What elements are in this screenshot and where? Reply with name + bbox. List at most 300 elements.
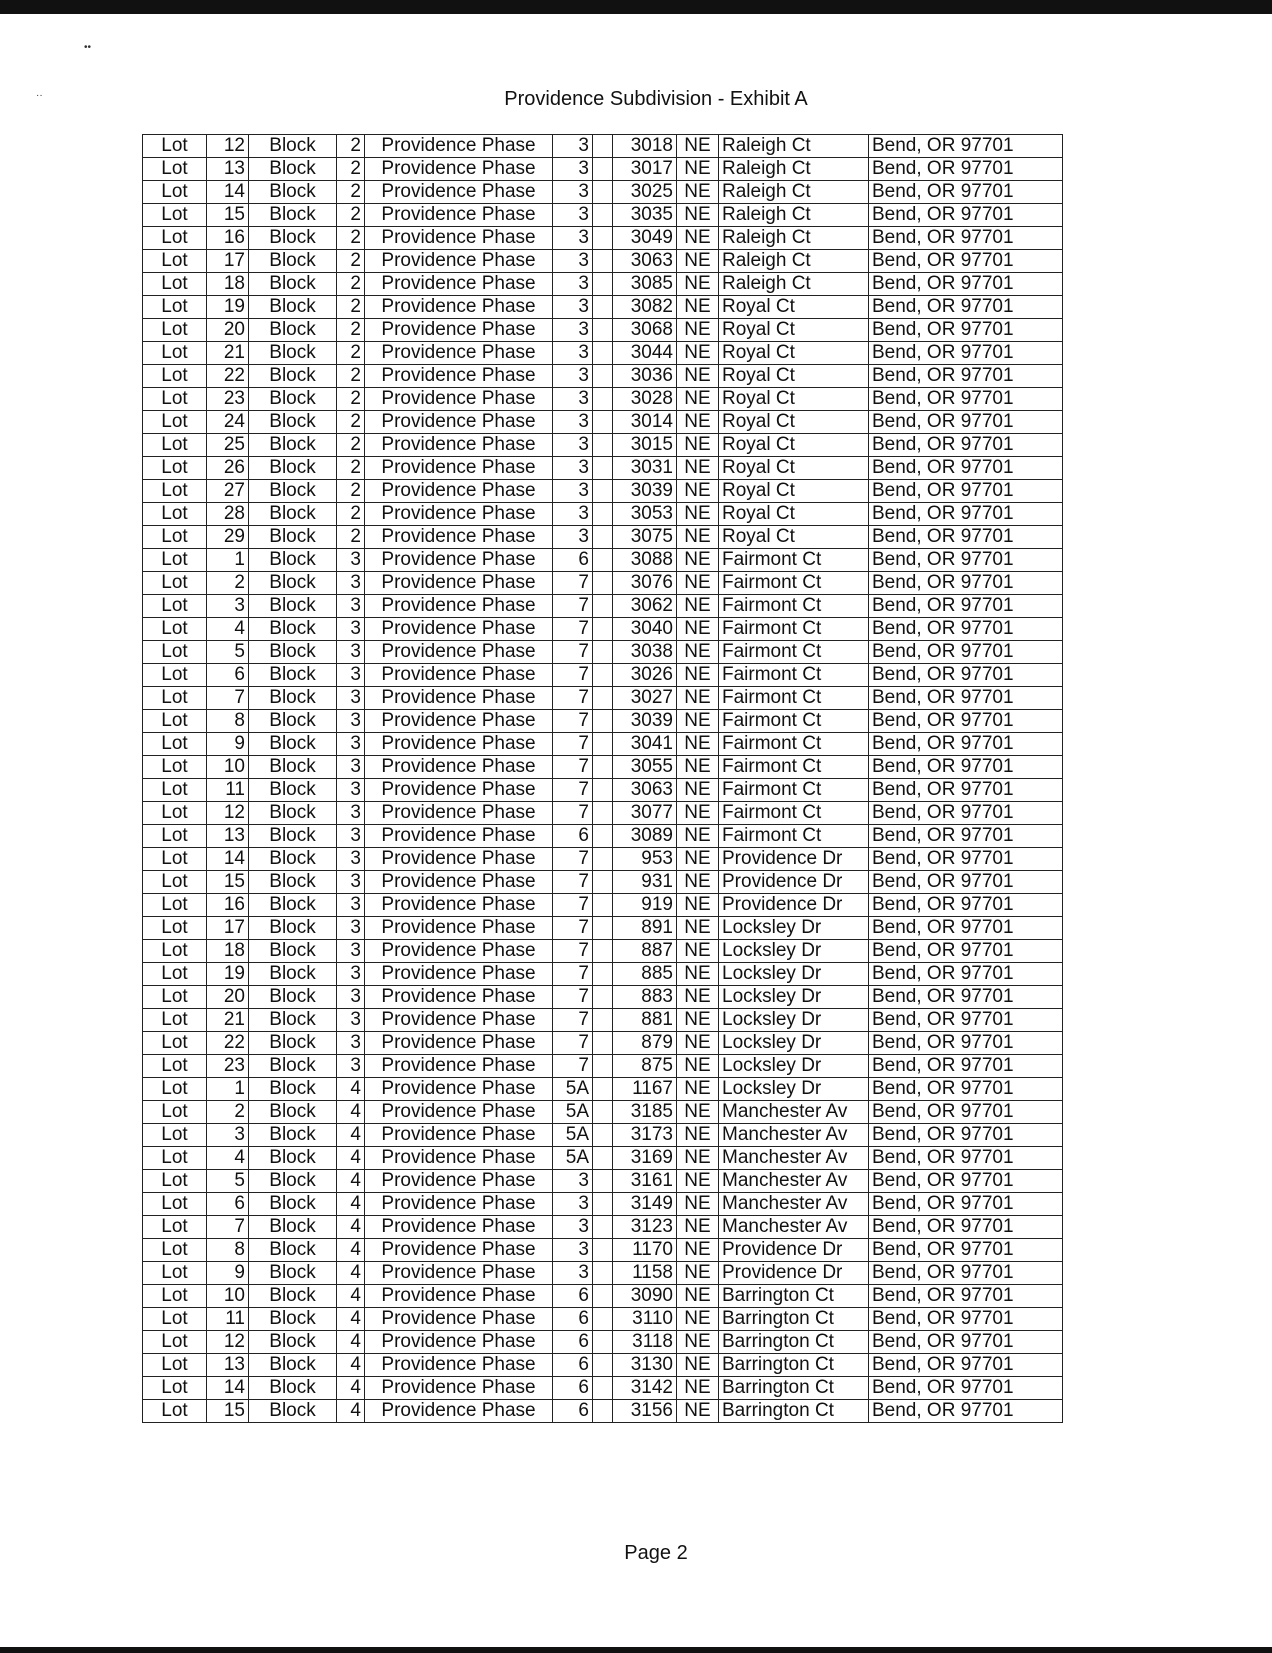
lot-number-cell: 2 (207, 1101, 249, 1124)
blank-cell (593, 756, 613, 779)
blank-cell (593, 963, 613, 986)
city-cell: Bend, OR 97701 (869, 940, 1063, 963)
phase-name-cell: Providence Phase (365, 549, 553, 572)
city-cell: Bend, OR 97701 (869, 1354, 1063, 1377)
blank-cell (593, 434, 613, 457)
street-number-cell: 3049 (613, 227, 677, 250)
street-name-cell: Royal Ct (719, 319, 869, 342)
street-number-cell: 3062 (613, 595, 677, 618)
street-number-cell: 3044 (613, 342, 677, 365)
lot-label-cell: Lot (143, 756, 207, 779)
phase-number-cell: 7 (553, 917, 593, 940)
block-label-cell: Block (249, 1101, 337, 1124)
street-direction-cell: NE (677, 1239, 719, 1262)
street-number-cell: 3041 (613, 733, 677, 756)
lot-number-cell: 21 (207, 1009, 249, 1032)
block-label-cell: Block (249, 227, 337, 250)
lot-label-cell: Lot (143, 503, 207, 526)
table-row (143, 848, 1063, 871)
city-cell: Bend, OR 97701 (869, 848, 1063, 871)
city-cell: Bend, OR 97701 (869, 457, 1063, 480)
street-name-cell: Raleigh Ct (719, 250, 869, 273)
street-name-cell: Manchester Av (719, 1101, 869, 1124)
lot-number-cell: 9 (207, 1262, 249, 1285)
block-number-cell: 2 (337, 434, 365, 457)
lot-number-cell: 22 (207, 1032, 249, 1055)
lot-number-cell: 28 (207, 503, 249, 526)
city-cell: Bend, OR 97701 (869, 779, 1063, 802)
city-cell: Bend, OR 97701 (869, 595, 1063, 618)
phase-number-cell: 3 (553, 388, 593, 411)
lot-number-cell: 20 (207, 986, 249, 1009)
block-number-cell: 3 (337, 756, 365, 779)
street-name-cell: Locksley Dr (719, 963, 869, 986)
block-label-cell: Block (249, 572, 337, 595)
street-name-cell: Royal Ct (719, 480, 869, 503)
block-label-cell: Block (249, 848, 337, 871)
table-row (143, 457, 1063, 480)
table-row (143, 963, 1063, 986)
lot-number-cell: 23 (207, 1055, 249, 1078)
table-row (143, 871, 1063, 894)
street-number-cell: 3110 (613, 1308, 677, 1331)
lot-label-cell: Lot (143, 1147, 207, 1170)
street-name-cell: Fairmont Ct (719, 825, 869, 848)
street-number-cell: 3149 (613, 1193, 677, 1216)
lot-label-cell: Lot (143, 1331, 207, 1354)
block-label-cell: Block (249, 779, 337, 802)
block-label-cell: Block (249, 1147, 337, 1170)
phase-number-cell: 3 (553, 1239, 593, 1262)
block-label-cell: Block (249, 526, 337, 549)
block-label-cell: Block (249, 1377, 337, 1400)
block-number-cell: 4 (337, 1170, 365, 1193)
street-number-cell: 3038 (613, 641, 677, 664)
city-cell: Bend, OR 97701 (869, 342, 1063, 365)
lot-label-cell: Lot (143, 227, 207, 250)
phase-name-cell: Providence Phase (365, 227, 553, 250)
phase-name-cell: Providence Phase (365, 1239, 553, 1262)
city-cell: Bend, OR 97701 (869, 1193, 1063, 1216)
street-number-cell: 885 (613, 963, 677, 986)
phase-number-cell: 7 (553, 871, 593, 894)
lot-number-cell: 9 (207, 733, 249, 756)
lot-number-cell: 14 (207, 1377, 249, 1400)
street-number-cell: 3017 (613, 158, 677, 181)
phase-number-cell: 3 (553, 480, 593, 503)
table-row (143, 1101, 1063, 1124)
block-label-cell: Block (249, 1078, 337, 1101)
lot-number-cell: 21 (207, 342, 249, 365)
street-number-cell: 3035 (613, 204, 677, 227)
street-name-cell: Royal Ct (719, 411, 869, 434)
lot-number-cell: 13 (207, 825, 249, 848)
table-row (143, 1331, 1063, 1354)
table-row (143, 135, 1063, 158)
table-row (143, 572, 1063, 595)
street-direction-cell: NE (677, 710, 719, 733)
street-name-cell: Locksley Dr (719, 1009, 869, 1032)
table-row (143, 319, 1063, 342)
phase-name-cell: Providence Phase (365, 1285, 553, 1308)
blank-cell (593, 204, 613, 227)
block-label-cell: Block (249, 388, 337, 411)
block-label-cell: Block (249, 687, 337, 710)
street-name-cell: Royal Ct (719, 503, 869, 526)
street-name-cell: Locksley Dr (719, 986, 869, 1009)
street-name-cell: Royal Ct (719, 365, 869, 388)
street-name-cell: Raleigh Ct (719, 181, 869, 204)
street-name-cell: Barrington Ct (719, 1331, 869, 1354)
phase-name-cell: Providence Phase (365, 825, 553, 848)
table-row (143, 388, 1063, 411)
block-label-cell: Block (249, 1239, 337, 1262)
lot-label-cell: Lot (143, 549, 207, 572)
street-name-cell: Manchester Av (719, 1216, 869, 1239)
street-direction-cell: NE (677, 526, 719, 549)
phase-name-cell: Providence Phase (365, 710, 553, 733)
city-cell: Bend, OR 97701 (869, 135, 1063, 158)
blank-cell (593, 388, 613, 411)
phase-number-cell: 6 (553, 1377, 593, 1400)
block-number-cell: 2 (337, 250, 365, 273)
street-direction-cell: NE (677, 825, 719, 848)
block-number-cell: 2 (337, 503, 365, 526)
lot-number-cell: 10 (207, 756, 249, 779)
city-cell: Bend, OR 97701 (869, 388, 1063, 411)
city-cell: Bend, OR 97701 (869, 1239, 1063, 1262)
block-number-cell: 3 (337, 664, 365, 687)
block-label-cell: Block (249, 802, 337, 825)
street-direction-cell: NE (677, 319, 719, 342)
street-direction-cell: NE (677, 779, 719, 802)
street-direction-cell: NE (677, 733, 719, 756)
lot-number-cell: 6 (207, 664, 249, 687)
block-number-cell: 3 (337, 871, 365, 894)
street-number-cell: 1167 (613, 1078, 677, 1101)
lot-label-cell: Lot (143, 135, 207, 158)
blank-cell (593, 503, 613, 526)
block-label-cell: Block (249, 365, 337, 388)
block-number-cell: 4 (337, 1262, 365, 1285)
lot-number-cell: 14 (207, 181, 249, 204)
city-cell: Bend, OR 97701 (869, 1147, 1063, 1170)
phase-name-cell: Providence Phase (365, 273, 553, 296)
street-name-cell: Fairmont Ct (719, 687, 869, 710)
street-direction-cell: NE (677, 641, 719, 664)
phase-name-cell: Providence Phase (365, 1032, 553, 1055)
street-direction-cell: NE (677, 871, 719, 894)
street-direction-cell: NE (677, 917, 719, 940)
street-number-cell: 3055 (613, 756, 677, 779)
lot-label-cell: Lot (143, 526, 207, 549)
lot-label-cell: Lot (143, 664, 207, 687)
street-name-cell: Manchester Av (719, 1170, 869, 1193)
phase-number-cell: 6 (553, 1331, 593, 1354)
table-row (143, 1193, 1063, 1216)
blank-cell (593, 733, 613, 756)
street-direction-cell: NE (677, 1400, 719, 1423)
street-number-cell: 881 (613, 1009, 677, 1032)
lot-number-cell: 15 (207, 871, 249, 894)
block-label-cell: Block (249, 457, 337, 480)
table-row (143, 1124, 1063, 1147)
city-cell: Bend, OR 97701 (869, 871, 1063, 894)
lot-number-cell: 3 (207, 1124, 249, 1147)
city-cell: Bend, OR 97701 (869, 664, 1063, 687)
lot-label-cell: Lot (143, 1262, 207, 1285)
street-name-cell: Manchester Av (719, 1124, 869, 1147)
blank-cell (593, 480, 613, 503)
block-number-cell: 3 (337, 572, 365, 595)
phase-name-cell: Providence Phase (365, 296, 553, 319)
street-name-cell: Raleigh Ct (719, 204, 869, 227)
city-cell: Bend, OR 97701 (869, 181, 1063, 204)
lot-label-cell: Lot (143, 802, 207, 825)
blank-cell (593, 1308, 613, 1331)
street-number-cell: 3076 (613, 572, 677, 595)
blank-cell (593, 1216, 613, 1239)
street-number-cell: 3077 (613, 802, 677, 825)
phase-name-cell: Providence Phase (365, 917, 553, 940)
phase-name-cell: Providence Phase (365, 319, 553, 342)
lot-number-cell: 22 (207, 365, 249, 388)
table-row (143, 549, 1063, 572)
block-number-cell: 3 (337, 894, 365, 917)
street-number-cell: 3039 (613, 480, 677, 503)
street-name-cell: Locksley Dr (719, 940, 869, 963)
city-cell: Bend, OR 97701 (869, 549, 1063, 572)
phase-name-cell: Providence Phase (365, 572, 553, 595)
lot-number-cell: 13 (207, 1354, 249, 1377)
lot-number-cell: 10 (207, 1285, 249, 1308)
phase-name-cell: Providence Phase (365, 503, 553, 526)
street-direction-cell: NE (677, 1078, 719, 1101)
lot-label-cell: Lot (143, 1216, 207, 1239)
lot-label-cell: Lot (143, 940, 207, 963)
street-name-cell: Providence Dr (719, 1262, 869, 1285)
block-label-cell: Block (249, 135, 337, 158)
phase-name-cell: Providence Phase (365, 1262, 553, 1285)
table-row (143, 825, 1063, 848)
block-label-cell: Block (249, 871, 337, 894)
lot-label-cell: Lot (143, 204, 207, 227)
block-number-cell: 4 (337, 1078, 365, 1101)
lot-label-cell: Lot (143, 273, 207, 296)
phase-number-cell: 7 (553, 802, 593, 825)
blank-cell (593, 411, 613, 434)
phase-number-cell: 7 (553, 1032, 593, 1055)
block-number-cell: 4 (337, 1239, 365, 1262)
table-row (143, 526, 1063, 549)
table-row (143, 227, 1063, 250)
street-name-cell: Fairmont Ct (719, 549, 869, 572)
block-number-cell: 3 (337, 802, 365, 825)
block-number-cell: 3 (337, 779, 365, 802)
city-cell: Bend, OR 97701 (869, 572, 1063, 595)
phase-name-cell: Providence Phase (365, 526, 553, 549)
phase-number-cell: 3 (553, 250, 593, 273)
blank-cell (593, 1055, 613, 1078)
street-number-cell: 3063 (613, 250, 677, 273)
phase-name-cell: Providence Phase (365, 1354, 553, 1377)
street-name-cell: Raleigh Ct (719, 158, 869, 181)
table-row (143, 1377, 1063, 1400)
phase-name-cell: Providence Phase (365, 388, 553, 411)
lot-label-cell: Lot (143, 595, 207, 618)
phase-name-cell: Providence Phase (365, 411, 553, 434)
phase-name-cell: Providence Phase (365, 1216, 553, 1239)
phase-name-cell: Providence Phase (365, 595, 553, 618)
blank-cell (593, 940, 613, 963)
street-number-cell: 3063 (613, 779, 677, 802)
block-number-cell: 4 (337, 1377, 365, 1400)
phase-name-cell: Providence Phase (365, 940, 553, 963)
street-direction-cell: NE (677, 158, 719, 181)
blank-cell (593, 1262, 613, 1285)
blank-cell (593, 250, 613, 273)
lot-label-cell: Lot (143, 986, 207, 1009)
street-number-cell: 3036 (613, 365, 677, 388)
block-label-cell: Block (249, 181, 337, 204)
phase-number-cell: 7 (553, 641, 593, 664)
block-label-cell: Block (249, 342, 337, 365)
street-name-cell: Fairmont Ct (719, 572, 869, 595)
table-row (143, 1354, 1063, 1377)
city-cell: Bend, OR 97701 (869, 710, 1063, 733)
street-number-cell: 3082 (613, 296, 677, 319)
phase-name-cell: Providence Phase (365, 204, 553, 227)
blank-cell (593, 664, 613, 687)
street-number-cell: 3040 (613, 618, 677, 641)
phase-number-cell: 7 (553, 756, 593, 779)
phase-number-cell: 3 (553, 434, 593, 457)
scan-top-edge (0, 0, 1272, 14)
table-row (143, 1032, 1063, 1055)
street-direction-cell: NE (677, 848, 719, 871)
block-label-cell: Block (249, 1354, 337, 1377)
page-number: Page 2 (624, 1542, 688, 1564)
lot-number-cell: 23 (207, 388, 249, 411)
blank-cell (593, 1239, 613, 1262)
lot-label-cell: Lot (143, 1055, 207, 1078)
street-name-cell: Raleigh Ct (719, 273, 869, 296)
block-number-cell: 2 (337, 342, 365, 365)
lot-label-cell: Lot (143, 825, 207, 848)
city-cell: Bend, OR 97701 (869, 733, 1063, 756)
phase-number-cell: 6 (553, 1400, 593, 1423)
block-number-cell: 3 (337, 595, 365, 618)
phase-number-cell: 3 (553, 181, 593, 204)
street-name-cell: Royal Ct (719, 457, 869, 480)
street-number-cell: 3090 (613, 1285, 677, 1308)
lot-number-cell: 8 (207, 710, 249, 733)
city-cell: Bend, OR 97701 (869, 1377, 1063, 1400)
street-name-cell: Royal Ct (719, 434, 869, 457)
city-cell: Bend, OR 97701 (869, 1262, 1063, 1285)
blank-cell (593, 710, 613, 733)
city-cell: Bend, OR 97701 (869, 503, 1063, 526)
table-row (143, 940, 1063, 963)
table-row (143, 986, 1063, 1009)
table-row (143, 250, 1063, 273)
phase-name-cell: Providence Phase (365, 618, 553, 641)
blank-cell (593, 1400, 613, 1423)
street-name-cell: Fairmont Ct (719, 664, 869, 687)
phase-name-cell: Providence Phase (365, 1308, 553, 1331)
blank-cell (593, 1078, 613, 1101)
street-direction-cell: NE (677, 1055, 719, 1078)
blank-cell (593, 227, 613, 250)
city-cell: Bend, OR 97701 (869, 963, 1063, 986)
phase-name-cell: Providence Phase (365, 986, 553, 1009)
block-label-cell: Block (249, 1170, 337, 1193)
block-label-cell: Block (249, 894, 337, 917)
street-direction-cell: NE (677, 388, 719, 411)
street-name-cell: Raleigh Ct (719, 135, 869, 158)
lot-number-cell: 17 (207, 917, 249, 940)
block-number-cell: 4 (337, 1193, 365, 1216)
block-number-cell: 3 (337, 641, 365, 664)
block-label-cell: Block (249, 1308, 337, 1331)
lot-number-cell: 16 (207, 894, 249, 917)
block-label-cell: Block (249, 641, 337, 664)
lot-number-cell: 12 (207, 802, 249, 825)
lot-number-cell: 24 (207, 411, 249, 434)
phase-number-cell: 7 (553, 664, 593, 687)
city-cell: Bend, OR 97701 (869, 158, 1063, 181)
street-name-cell: Royal Ct (719, 342, 869, 365)
lot-label-cell: Lot (143, 1032, 207, 1055)
block-number-cell: 4 (337, 1147, 365, 1170)
phase-name-cell: Providence Phase (365, 664, 553, 687)
street-number-cell: 3031 (613, 457, 677, 480)
phase-number-cell: 7 (553, 894, 593, 917)
lot-label-cell: Lot (143, 1193, 207, 1216)
lot-label-cell: Lot (143, 388, 207, 411)
lot-label-cell: Lot (143, 733, 207, 756)
phase-number-cell: 7 (553, 940, 593, 963)
street-direction-cell: NE (677, 181, 719, 204)
table-row (143, 595, 1063, 618)
phase-number-cell: 7 (553, 572, 593, 595)
blank-cell (593, 779, 613, 802)
blank-cell (593, 986, 613, 1009)
phase-number-cell: 5A (553, 1101, 593, 1124)
phase-name-cell: Providence Phase (365, 1101, 553, 1124)
table-row (143, 733, 1063, 756)
table-row (143, 687, 1063, 710)
street-direction-cell: NE (677, 1262, 719, 1285)
city-cell: Bend, OR 97701 (869, 825, 1063, 848)
phase-number-cell: 7 (553, 710, 593, 733)
blank-cell (593, 572, 613, 595)
scan-speck: ·· (36, 90, 43, 101)
street-direction-cell: NE (677, 963, 719, 986)
street-name-cell: Fairmont Ct (719, 641, 869, 664)
block-number-cell: 2 (337, 135, 365, 158)
table-row (143, 1055, 1063, 1078)
phase-name-cell: Providence Phase (365, 779, 553, 802)
street-direction-cell: NE (677, 204, 719, 227)
block-number-cell: 2 (337, 411, 365, 434)
block-label-cell: Block (249, 825, 337, 848)
city-cell: Bend, OR 97701 (869, 1216, 1063, 1239)
city-cell: Bend, OR 97701 (869, 1032, 1063, 1055)
blank-cell (593, 825, 613, 848)
lot-number-cell: 7 (207, 687, 249, 710)
street-name-cell: Barrington Ct (719, 1400, 869, 1423)
